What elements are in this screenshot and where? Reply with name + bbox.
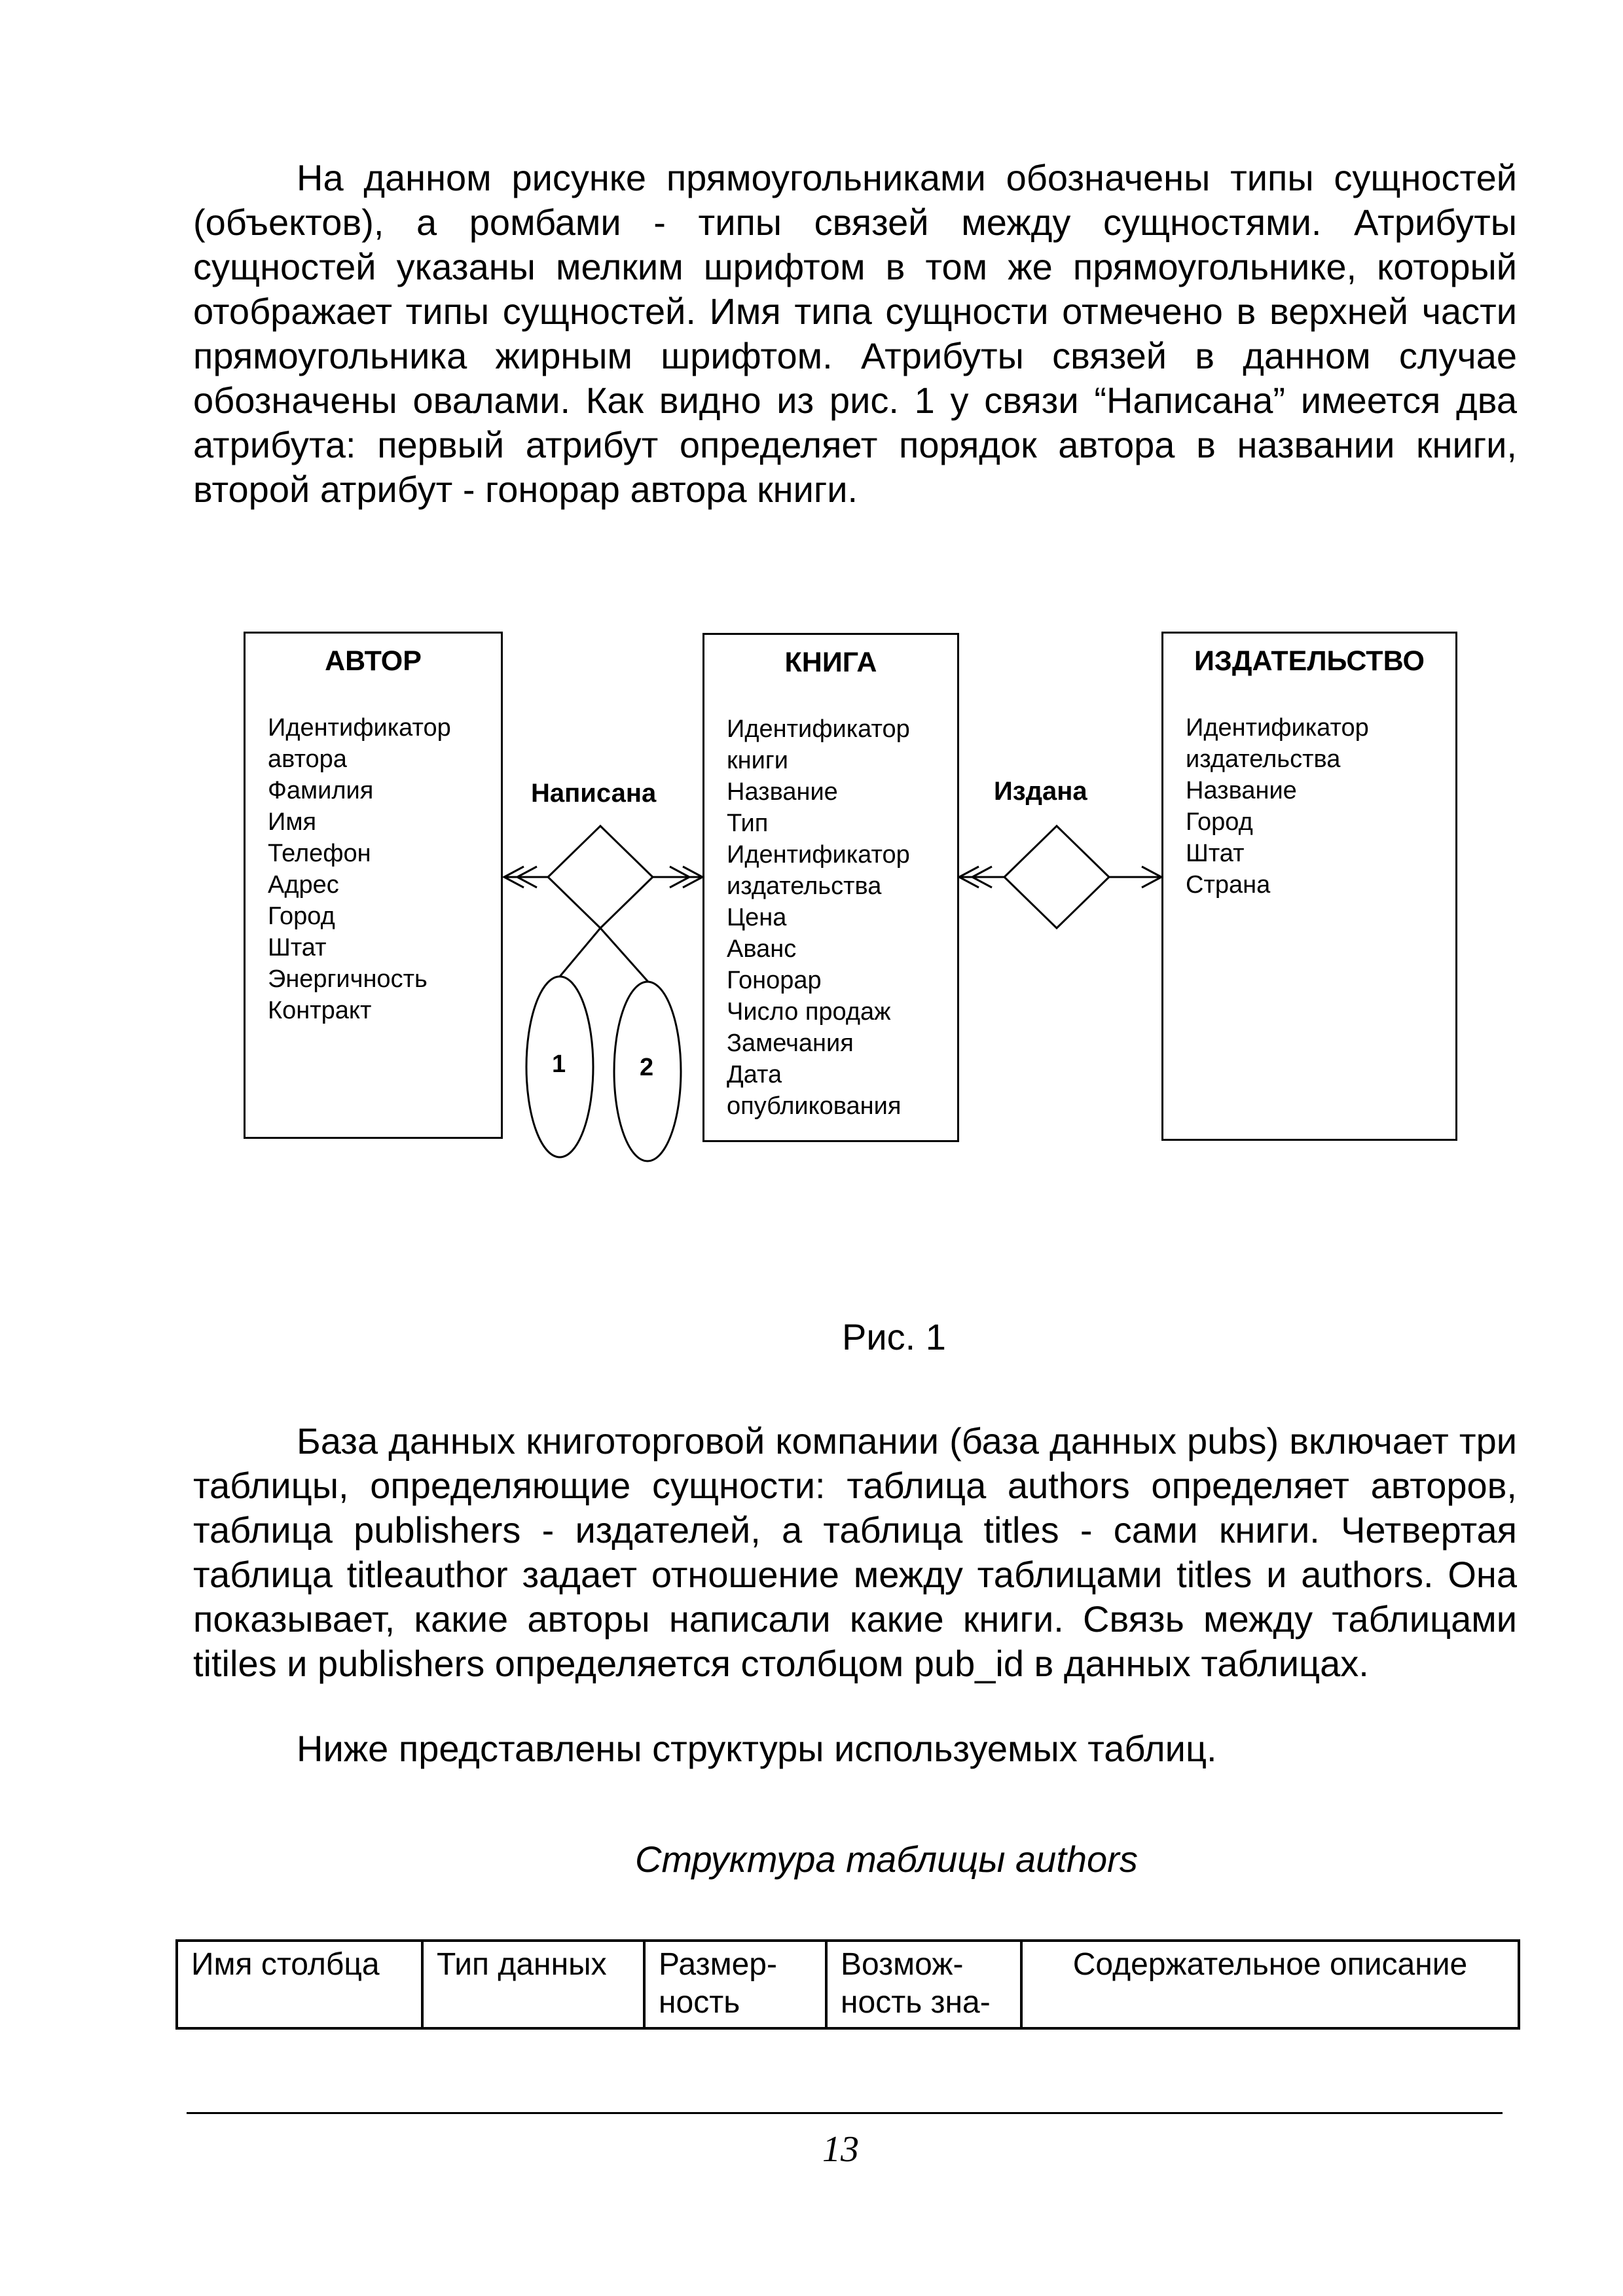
body-paragraph: База данных книготорговой компании (база данных pubs) включает три таблицы, определяющие сущности: таблица authors определяет авторов, таблица publishers - издателей, а таблица titles - сами книги. Четвертая таблица titleauthor задает отношение между таблицами titles и authors. Она показывает, какие авторы написали какие книги. Связь между таблицами titiles и publishers определяется столбцом pub_id в данных таблицах.	[193, 1420, 1517, 1684]
attribute: Замечания	[727, 1030, 854, 1057]
attribute: Адрес	[268, 871, 339, 899]
table-header-row	[177, 1941, 1519, 2028]
attribute: Дата	[727, 1061, 782, 1088]
relationship-written-diamond	[548, 826, 653, 928]
attribute: Тип	[727, 810, 769, 837]
attribute: Штат	[268, 934, 327, 961]
relationship-written-label: Написана	[531, 779, 657, 808]
attribute: Фамилия	[268, 777, 374, 804]
figure-caption: Рис. 1	[842, 1316, 946, 1357]
structures-intro: Ниже представлены структуры используемых таблиц.	[297, 1728, 1217, 1769]
attribute: Контракт	[268, 997, 372, 1024]
attribute: Идентификатор	[1186, 714, 1369, 742]
attribute: Название	[1186, 777, 1297, 804]
attribute: Гонорар	[727, 967, 822, 994]
entity-title: ИЗДАТЕЛЬСТВО	[1194, 645, 1425, 677]
attribute: издательства	[1186, 745, 1341, 773]
attribute: Штат	[1186, 840, 1245, 867]
attribute: автора	[268, 745, 347, 773]
footer-rule	[187, 2112, 1503, 2114]
header-size: Размер-ность	[644, 1941, 826, 2028]
relationship-published-label: Издана	[994, 777, 1087, 806]
attribute: Цена	[727, 904, 787, 931]
attribute: Город	[268, 903, 335, 930]
attribute: Идентификатор	[727, 841, 910, 869]
header-nullable: Возмож-ность зна-	[826, 1941, 1021, 2028]
header-description: Содержательное описание	[1021, 1941, 1519, 2028]
oval-1-label: 1	[552, 1050, 566, 1078]
header-column-name: Имя столбца	[177, 1941, 422, 2028]
link-oval-1	[560, 928, 600, 977]
header-data-type: Тип данных	[422, 1941, 644, 2028]
entity-title: АВТОР	[325, 645, 422, 677]
entity-title: КНИГА	[784, 647, 877, 678]
table-caption: Структура таблицы authors	[635, 1839, 1138, 1880]
attribute: Идентификатор	[268, 714, 451, 742]
attribute: Страна	[1186, 871, 1271, 899]
attribute: Название	[727, 778, 838, 806]
attribute: Телефон	[268, 840, 371, 867]
attribute: Число продаж	[727, 998, 891, 1026]
page-number: 13	[822, 2129, 859, 2170]
attribute: книги	[727, 747, 788, 774]
attribute: опубликования	[727, 1092, 902, 1120]
attribute: издательства	[727, 872, 882, 900]
link-oval-2	[600, 928, 648, 982]
attribute: Город	[1186, 808, 1253, 836]
attribute: Идентификатор	[727, 715, 910, 743]
oval-2-label: 2	[640, 1054, 654, 1081]
attribute: Имя	[268, 808, 317, 836]
authors-structure-table	[175, 1939, 1520, 2030]
relationship-published-diamond	[1004, 826, 1109, 928]
attribute: Аванс	[727, 935, 797, 963]
intro-paragraph: На данном рисунке прямоугольниками обозначены типы сущностей (объектов), а ромбами - типы связей между сущностями. Атрибуты сущностей указаны мелким шрифтом в том же прямоугольнике, который отображает типы сущностей. Имя типа сущности отмечено в верхней части прямоугольника жирным шрифтом. Атрибуты связей в данном случае обозначены овалами. Как видно из рис. 1 у связи “Написана” имеется два атрибута: первый атрибут определяет порядок автора в названии книги, второй атрибут - гонорар автора книги.	[193, 157, 1517, 510]
attribute: Энергичность	[268, 965, 428, 993]
